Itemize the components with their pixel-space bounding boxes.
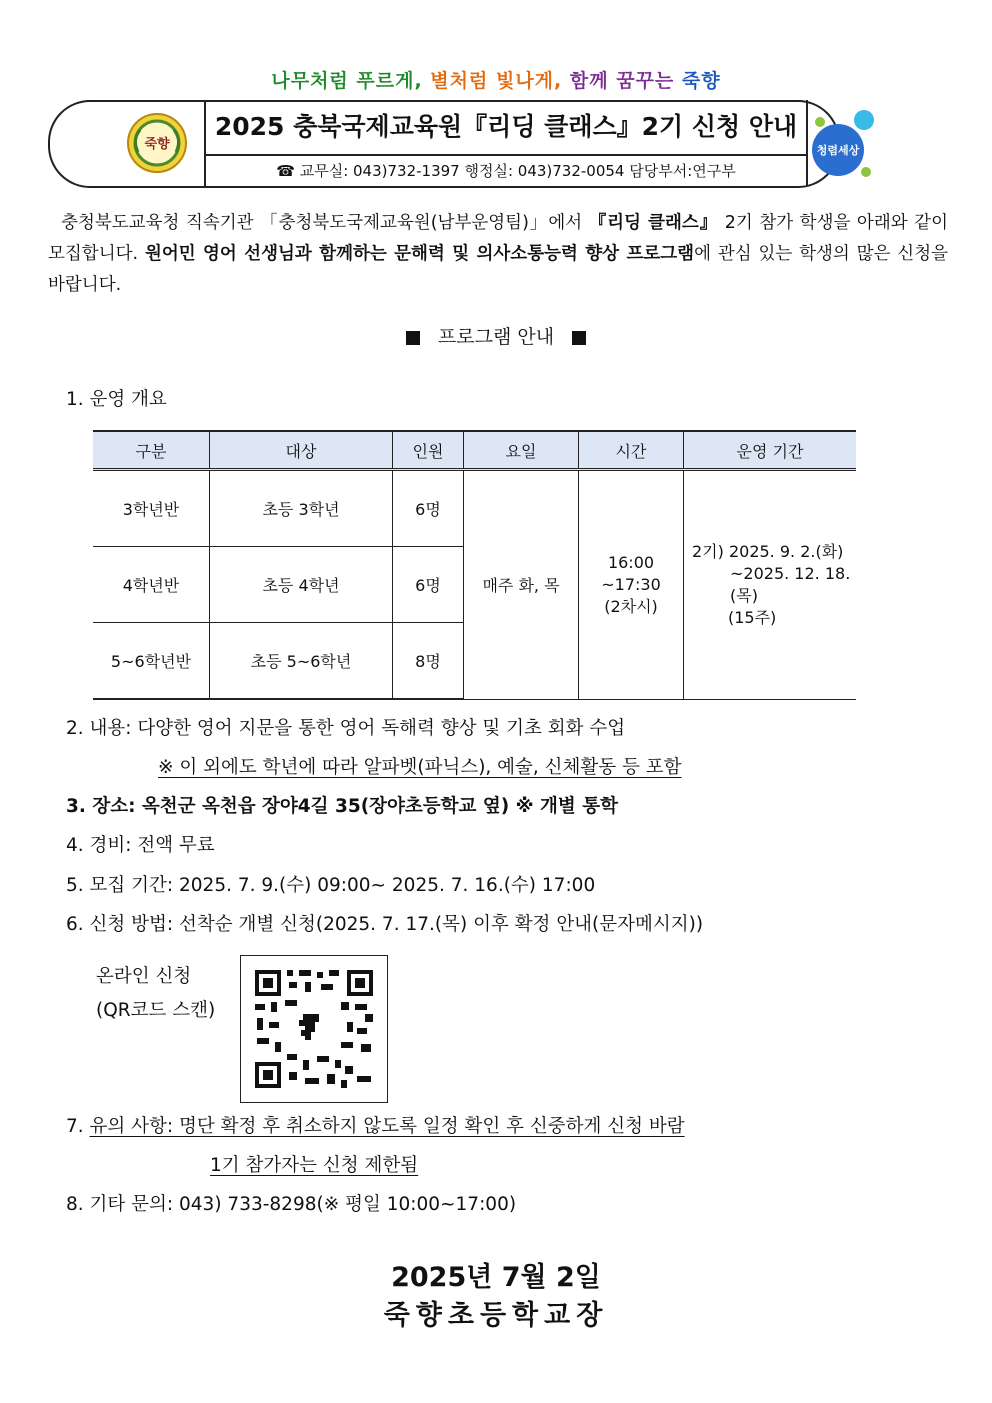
- operation-table: [93, 430, 856, 700]
- slogan-part-2: 별처럼 빛나게,: [430, 70, 563, 92]
- item-7-text: 유의 사항: 명단 확정 후 취소하지 않도록 일정 확인 후 신중하게 신청 바람: [89, 1116, 685, 1137]
- time-sessions: (2차시): [604, 596, 658, 616]
- period-end: ~2025. 12. 18.(목): [730, 563, 851, 605]
- document-date: 2025년 7월 2일: [391, 1262, 601, 1293]
- item-5: 5. 모집 기간: 2025. 7. 9.(수) 09:00~ 2025. 7. 16.(수) 17:00: [66, 875, 596, 896]
- intro-highlight: 원어민 영어 선생님과 함께하는 문해력 및 의사소통능력 향상 프로그램: [144, 244, 695, 264]
- col-header-target: 대상: [210, 431, 393, 470]
- logo-text: 청렴세상: [816, 144, 860, 157]
- intro-line-3: 에 관심 있는 학생의 많은 신청을 바랍니다.: [48, 244, 949, 295]
- cell-class: 4학년반: [93, 547, 210, 623]
- item-7-number: 7.: [66, 1116, 90, 1137]
- item-4: 4. 경비: 전액 무료: [66, 835, 215, 856]
- signature: 죽향초등학교장: [383, 1300, 609, 1331]
- cell-time: [579, 470, 684, 700]
- slogan-part-3: 함께 꿈꾸는: [569, 70, 675, 92]
- seal-text: 죽향: [144, 137, 170, 152]
- cell-target: 초등 4학년: [210, 547, 393, 623]
- square-bullet-icon: [406, 331, 420, 345]
- slogan: [0, 66, 992, 93]
- table-header-row: [93, 431, 856, 470]
- intro-line-1: 충청북도교육청 직속기관 「충청북도국제교육원(남부운영팀)」에서: [61, 213, 583, 233]
- col-header-count: 인원: [393, 431, 464, 470]
- qr-code[interactable]: [240, 955, 388, 1103]
- intro-paragraph: [48, 208, 948, 301]
- item-7: [66, 1112, 685, 1138]
- item-2: 2. 내용: 다양한 영어 지문을 통한 영어 독해력 향상 및 기초 회화 수업: [66, 718, 626, 739]
- col-header-day: 요일: [464, 431, 579, 470]
- integrity-logo-icon: [808, 108, 878, 180]
- period-start: 2기) 2025. 9. 2.(화): [692, 541, 844, 561]
- cell-count: 6명: [393, 470, 464, 547]
- cell-target: 초등 3학년: [210, 470, 393, 547]
- cell-class: 3학년반: [93, 470, 210, 547]
- online-apply-label: 온라인 신청: [96, 966, 192, 987]
- item-6: 6. 신청 방법: 선착순 개별 신청(2025. 7. 17.(목) 이후 확정 안내(문자메시지)): [66, 914, 704, 935]
- contact-info: ☎ 교무실: 043)732-1397 행정실: 043)732-0054 담당부서:연구부: [276, 162, 736, 180]
- document-header: [48, 100, 838, 186]
- cell-count: 6명: [393, 547, 464, 623]
- slogan-part-1: 나무처럼 푸르게,: [271, 70, 423, 92]
- item-3: 3. 장소: 옥천군 옥천읍 장야4길 35(장야초등학교 옆) ※ 개별 통학: [66, 796, 618, 817]
- cell-class: 5~6학년반: [93, 623, 210, 700]
- col-header-time: 시간: [579, 431, 684, 470]
- time-start: 16:00: [607, 552, 655, 572]
- table-row: [93, 470, 856, 547]
- intro-program-name: 『리딩 클래스』: [588, 213, 719, 233]
- square-bullet-icon: [572, 331, 586, 345]
- col-header-class: 구분: [93, 431, 210, 470]
- cell-period: [684, 470, 857, 700]
- cell-day: 매주 화, 목: [464, 470, 579, 700]
- qr-scan-label: (QR코드 스캔): [96, 1000, 216, 1021]
- item-8: 8. 기타 문의: 043) 733-8298(※ 평일 10:00~17:00): [66, 1194, 517, 1215]
- time-end: ~17:30: [601, 574, 661, 594]
- col-header-period: 운영 기간: [684, 431, 857, 470]
- header-inner: [204, 100, 808, 186]
- item-7-note: 1기 참가자는 신청 제한됨: [210, 1155, 419, 1176]
- cell-target: 초등 5~6학년: [210, 623, 393, 700]
- item-1: 1. 운영 개요: [66, 389, 167, 410]
- document-title: 2025 충북국제교육원『리딩 클래스』2기 신청 안내: [206, 100, 806, 156]
- school-seal-icon: [126, 112, 188, 174]
- section-title: [0, 322, 992, 349]
- period-weeks: (15주): [728, 607, 777, 627]
- slogan-part-4: 죽향: [681, 70, 721, 92]
- qr-code-icon: [241, 956, 387, 1102]
- intro-line-1c: 2기 참가 학생을 아래와 같이 모집합니다.: [48, 213, 948, 264]
- item-2-note: ※ 이 외에도 학년에 따라 알파벳(파닉스), 예술, 신체활동 등 포함: [158, 757, 682, 778]
- section-title-text: 프로그램 안내: [437, 326, 555, 348]
- cell-count: 8명: [393, 623, 464, 700]
